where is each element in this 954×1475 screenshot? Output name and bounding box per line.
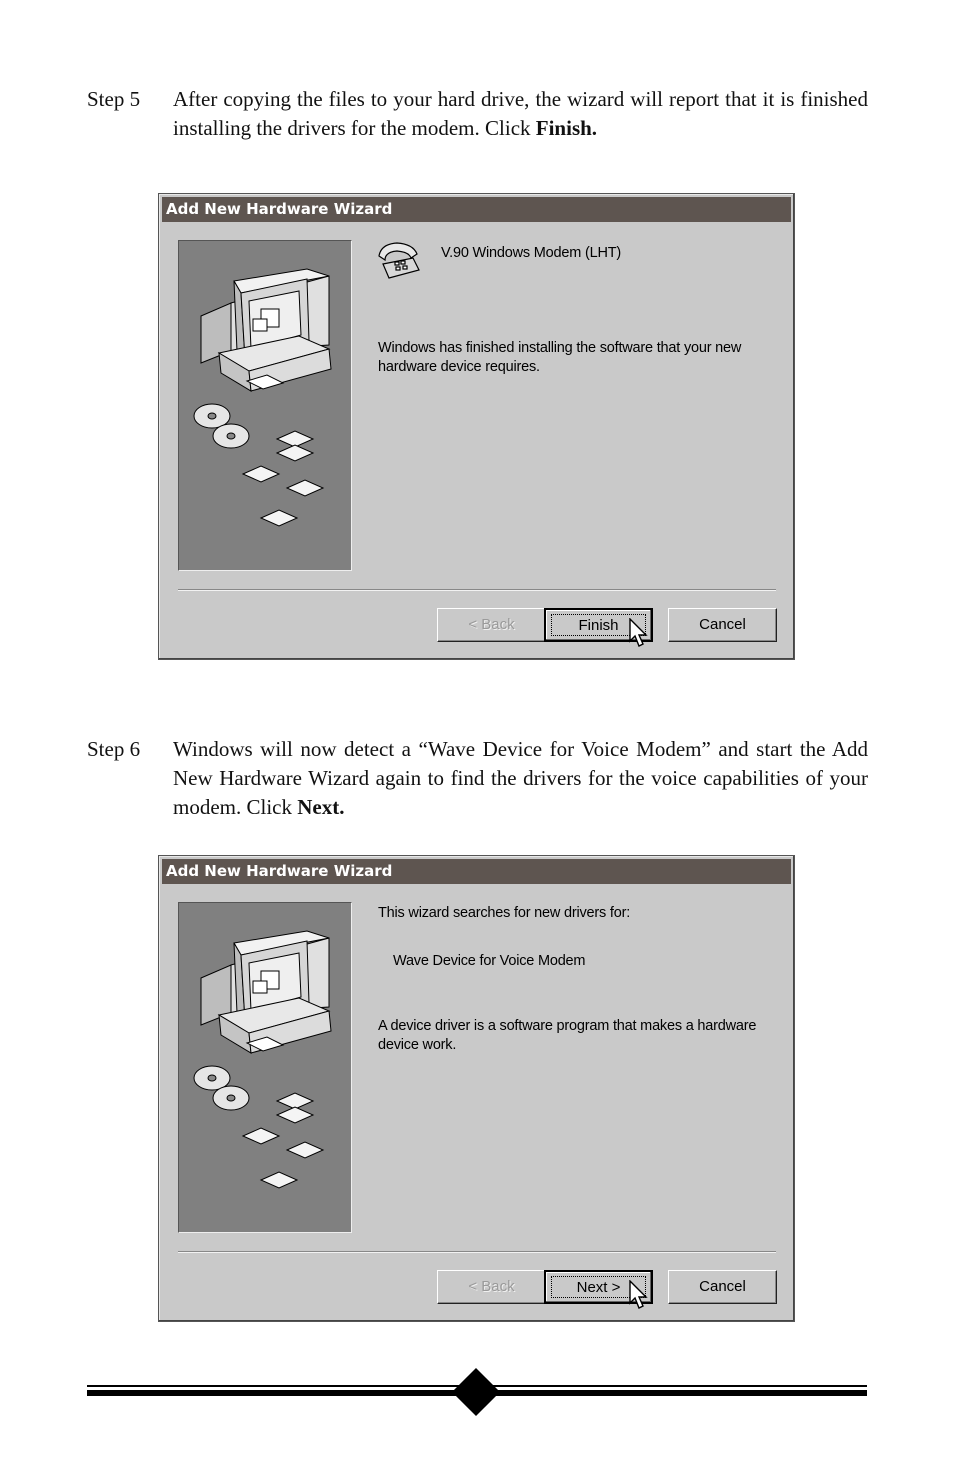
device-name: V.90 Windows Modem (LHT) — [441, 245, 622, 261]
divider — [178, 589, 776, 591]
wizard-art-panel — [178, 902, 352, 1233]
back-button[interactable]: < Back — [437, 1270, 546, 1304]
intro-text: This wizard searches for new drivers for: — [378, 905, 631, 921]
computer-cds-disks-illustration-icon — [179, 241, 351, 570]
status-message: Windows has finished installing the software that your new hardware device requires. — [378, 340, 742, 375]
diamond-ornament-icon — [452, 1368, 500, 1416]
description-message: A device driver is a software program that makes a hardware device work. — [378, 1018, 757, 1053]
step-text: After copying the files to your hard drive, the wizard will report that it is finished installing the drivers for the modem. Click Finish. — [173, 87, 868, 140]
dialog-title[interactable]: Add New Hardware Wizard — [162, 859, 791, 884]
step-5-paragraph — [87, 85, 868, 143]
bold-keyword: Finish. — [535, 116, 598, 140]
step-number: Step 6 — [87, 737, 141, 761]
dialog-title[interactable]: Add New Hardware Wizard — [162, 197, 791, 222]
mouse-pointer-icon — [629, 1280, 649, 1312]
wizard-art-panel — [178, 240, 352, 571]
step-text: Windows will now detect a “Wave Device for Voice Modem” and start the Add New Hardware Wizard again to find the drivers for the voice capabilities of your modem. Click Next. — [173, 737, 868, 819]
wizard-dialog-next — [158, 855, 795, 1322]
back-button[interactable]: < Back — [437, 608, 546, 642]
wizard-dialog-finish — [158, 193, 795, 660]
step-number: Step 5 — [87, 87, 141, 111]
mouse-pointer-icon — [629, 618, 649, 650]
device-name: Wave Device for Voice Modem — [393, 953, 586, 969]
finish-button-label: Finish — [551, 614, 646, 636]
bold-keyword: Next. — [297, 795, 345, 819]
cancel-button[interactable]: Cancel — [668, 608, 777, 642]
telephone-modem-icon — [375, 238, 423, 282]
next-button-label: Next > — [551, 1276, 646, 1298]
computer-cds-disks-illustration-icon — [179, 903, 351, 1232]
step-6-paragraph — [87, 735, 868, 822]
divider — [178, 1251, 776, 1253]
cancel-button[interactable]: Cancel — [668, 1270, 777, 1304]
